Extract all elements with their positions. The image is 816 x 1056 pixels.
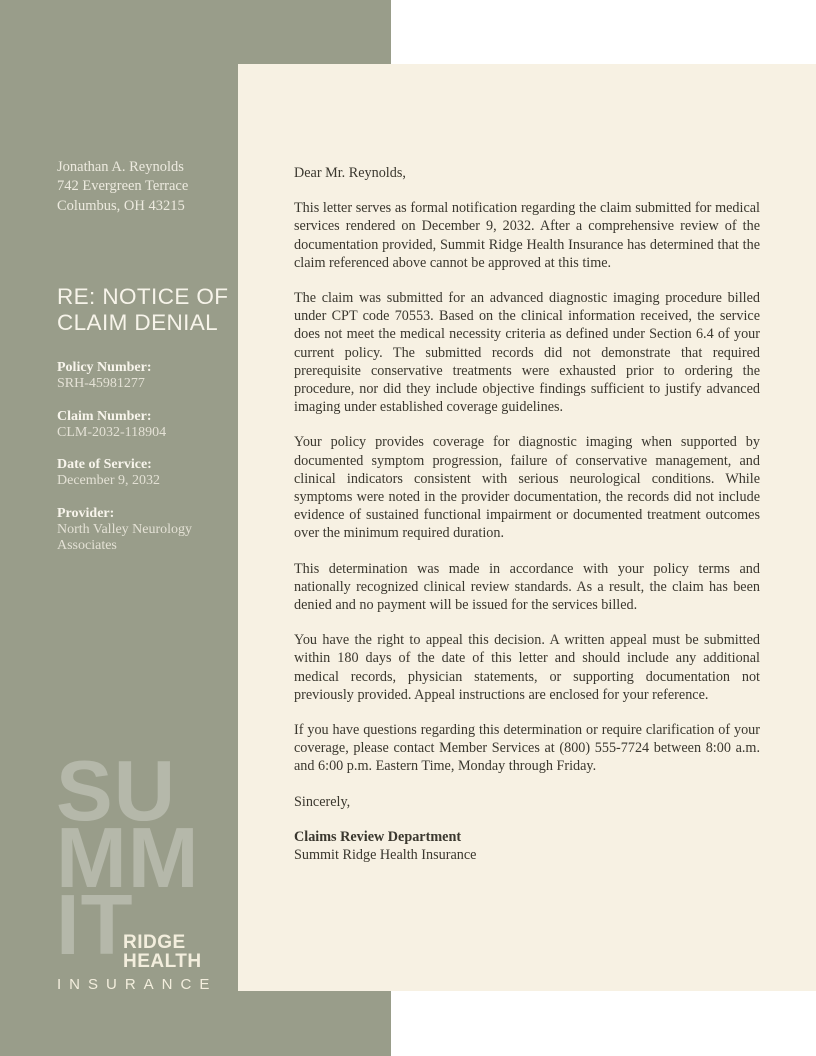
- logo-insurance-label: INSURANCE: [57, 976, 218, 993]
- detail-label: Claim Number:: [57, 408, 152, 424]
- detail-provider: [57, 505, 209, 555]
- paragraph-4: This determination was made in accordance with your policy terms and nationally recognized clinical review standards. As a result, the claim has been denied and no payment will be issued for the services billed.: [294, 560, 760, 614]
- detail-value: CLM-2032-118904: [57, 424, 167, 440]
- subject-title: [57, 284, 228, 335]
- subject-line-2: CLAIM DENIAL: [57, 309, 219, 335]
- detail-policy-number: [57, 359, 209, 393]
- subject-line-1: RE: NOTICE OF: [57, 284, 229, 309]
- detail-value: SRH-45981277: [57, 376, 145, 391]
- signature-organization: Summit Ridge Health Insurance: [294, 847, 477, 864]
- recipient-name: Jonathan A. Reynolds: [57, 159, 184, 175]
- logo-letters-su: SU: [56, 744, 177, 839]
- letter-body: [294, 164, 760, 864]
- detail-label: Provider:: [57, 505, 115, 521]
- logo-health-label: HEALTH: [123, 951, 202, 972]
- paragraph-6: If you have questions regarding this determination or require clarification of your coverage, please contact Member Services at (800) 555-7724 between 8:00 a.m. and 6:00 p.m. Eastern Time, Monday through Friday.: [294, 722, 760, 775]
- signature-name: Claims Review Department: [294, 828, 462, 845]
- detail-value: December 9, 2032: [57, 473, 161, 488]
- paragraph-5: You have the right to appeal this decision. A written appeal must be submitted within 180 days of the date of this letter and should include any additional medical records, physician statements, or supporting documentation not previously provided. Appeal instructions are enclosed for your reference.: [294, 632, 760, 703]
- detail-label: Date of Service:: [57, 457, 152, 472]
- claim-details: [57, 359, 209, 570]
- letter-page: [238, 64, 816, 991]
- logo-letters-it: IT: [56, 878, 134, 973]
- paragraph-3: Your policy provides coverage for diagnostic imaging when supported by documented symptom progression, failure of conservative management, and clinical indicators consistent with serious neurological conditions. While symptoms were noted in the provider documentation, the records did not include evidence of sustained functional impairment or documented treatment outcomes over the minimum required duration.: [294, 434, 760, 542]
- paragraph-2: The claim was submitted for an advanced diagnostic imaging procedure billed under CPT code 70553. Based on the clinical information received, the service does not meet the medical necessity criteria as defined under Section 6.4 of your current policy. The submitted records did not demonstrate that required prerequisite conservative treatments were exhausted prior to ordering the procedure, nor did they include objective findings sufficient to justify advanced imaging under established coverage guidelines.: [294, 290, 760, 416]
- recipient-street: 742 Evergreen Terrace: [57, 178, 189, 195]
- closing: Sincerely,: [294, 793, 351, 810]
- detail-value: North Valley Neurology Associates: [57, 521, 193, 553]
- salutation: Dear Mr. Reynolds,: [294, 165, 406, 181]
- detail-claim-number: [57, 408, 209, 442]
- paragraph-1: This letter serves as formal notification regarding the claim submitted for medical services rendered on December 9, 2032. After a comprehensive review of the documentation provided, Summit Ridge Health Insurance has determined that the claim referenced above cannot be approved at this time.: [294, 200, 760, 271]
- detail-label: Policy Number:: [57, 360, 152, 375]
- recipient-address: [57, 158, 188, 216]
- logo-letters-mm: MM: [56, 811, 200, 906]
- recipient-city: Columbus, OH 43215: [57, 197, 185, 214]
- detail-date-of-service: [57, 456, 209, 490]
- logo-ridge-label: RIDGE: [123, 932, 186, 953]
